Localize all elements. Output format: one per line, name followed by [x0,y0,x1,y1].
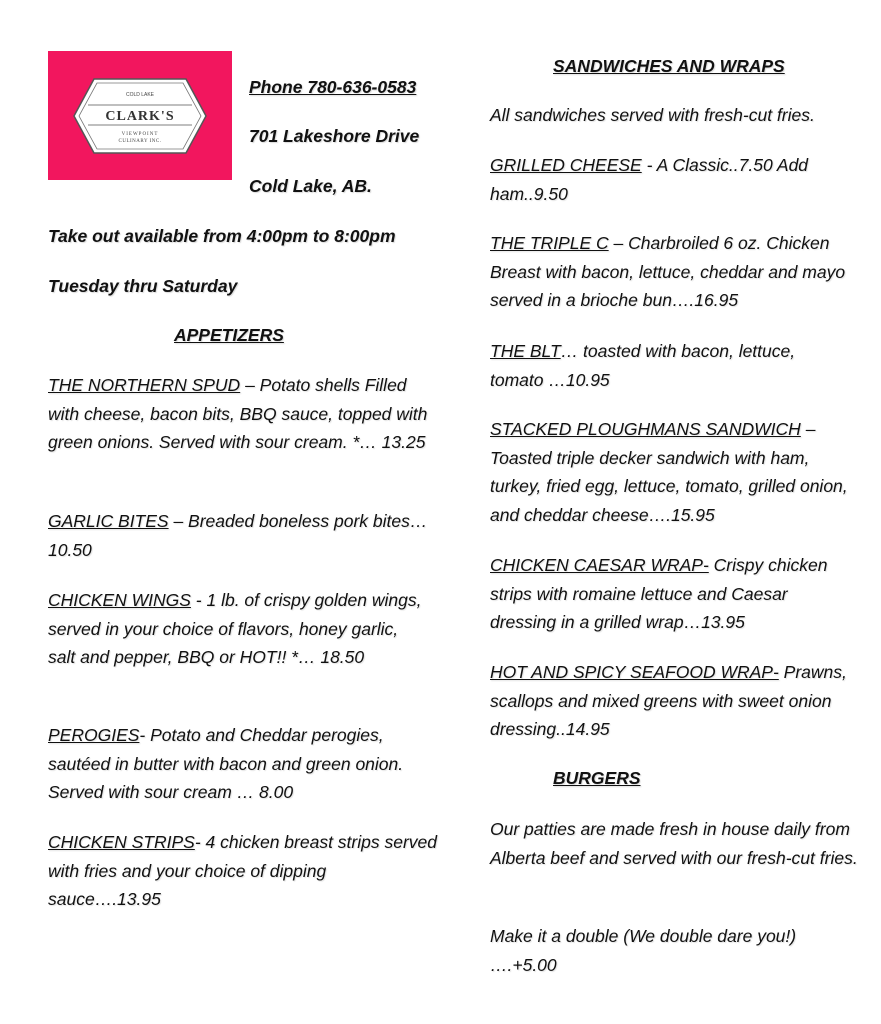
clarks-logo [48,51,232,180]
menu-item [490,337,835,394]
menu-item-name: PEROGIES [48,725,140,745]
menu-item-name: CHICKEN CAESAR WRAP- [490,555,709,575]
menu-item-desc: – Toasted triple decker sandwich with ham, turkey, fried egg, lettuce, tomato, grilled onion, and cheddar cheese….15.95 [490,419,848,525]
contact-phone: Phone 780-636-0583 [249,77,417,97]
menu-item-name: GRILLED CHEESE [490,155,642,175]
menu-item-desc: Prawns, scallops and mixed greens with sweet onion dressing..14.95 [490,662,847,739]
menu-item-desc: Crispy chicken strips with romaine lettuce and Caesar dressing in a grilled wrap…13.95 [490,555,828,632]
menu-item-desc: – Charbroiled 6 oz. Chicken Breast with bacon, lettuce, cheddar and mayo served in a brioche bun….16.95 [490,233,846,310]
sandwiches-intro: All sandwiches served with fresh-cut fries. [490,105,815,125]
menu-item-desc: – Breaded boneless pork bites… 10.50 [48,511,428,560]
menu-item [490,658,880,744]
menu-item-name: THE BLT [490,341,561,361]
menu-item [490,151,830,208]
menu-item [48,371,438,457]
menu-item [48,507,438,564]
contact-city: Cold Lake, AB. [249,176,372,196]
takeout-hours: Take out available from 4:00pm to 8:00pm [48,226,396,246]
menu-item-name: CHICKEN WINGS [48,590,191,610]
sandwiches-heading: SANDWICHES AND WRAPS [553,56,785,76]
menu-item [48,828,438,914]
burgers-double: Make it a double (We double dare you!) ….+5.00 [490,926,797,975]
logo-sub-text-2: CULINARY INC. [118,139,162,144]
menu-item-name: CHICKEN STRIPS [48,832,195,852]
menu-item [490,229,850,315]
menu-item [490,551,845,637]
burgers-heading: BURGERS [553,768,641,788]
menu-item-desc: - 4 chicken breast strips served with fries and your choice of dipping sauce….13.95 [48,832,438,909]
contact-address: 701 Lakeshore Drive [249,126,420,146]
menu-item-desc: – Potato shells Filled with cheese, bacon bits, BBQ sauce, topped with green onions. Served with sour cream. *… 13.25 [48,375,428,452]
logo-top-text: COLD LAKE [125,92,155,98]
logo-name: CLARK'S [105,109,175,124]
menu-item-name: GARLIC BITES [48,511,169,531]
menu-item [48,721,438,807]
burgers-intro: Our patties are made fresh in house daily from Alberta beef and served with our fresh-cut fries. [490,819,858,868]
menu-item-desc: - A Classic..7.50 Add ham..9.50 [490,155,809,204]
menu-item-desc: - Potato and Cheddar perogies, sautéed in butter with bacon and green onion. Served with sour cream … 8.00 [48,725,404,802]
menu-item-name: THE NORTHERN SPUD [48,375,241,395]
menu-item-desc: - 1 lb. of crispy golden wings, served in your choice of flavors, honey garlic, salt and pepper, BBQ or HOT!! *… 18.50 [48,590,422,667]
menu-item [490,415,855,529]
menu-item-desc: … toasted with bacon, lettuce, tomato …10.95 [490,341,796,390]
menu-item-name: THE TRIPLE C [490,233,609,253]
hexagon-badge-icon [72,77,208,155]
menu-item-name: HOT AND SPICY SEAFOOD WRAP- [490,662,779,682]
logo-badge [72,77,208,155]
logo-sub-text-1: VIEWPOINT [121,132,159,137]
menu-item-name: STACKED PLOUGHMANS SANDWICH [490,419,801,439]
takeout-days: Tuesday thru Saturday [48,276,238,296]
menu-item [48,586,428,672]
appetizers-heading: APPETIZERS [174,325,284,345]
